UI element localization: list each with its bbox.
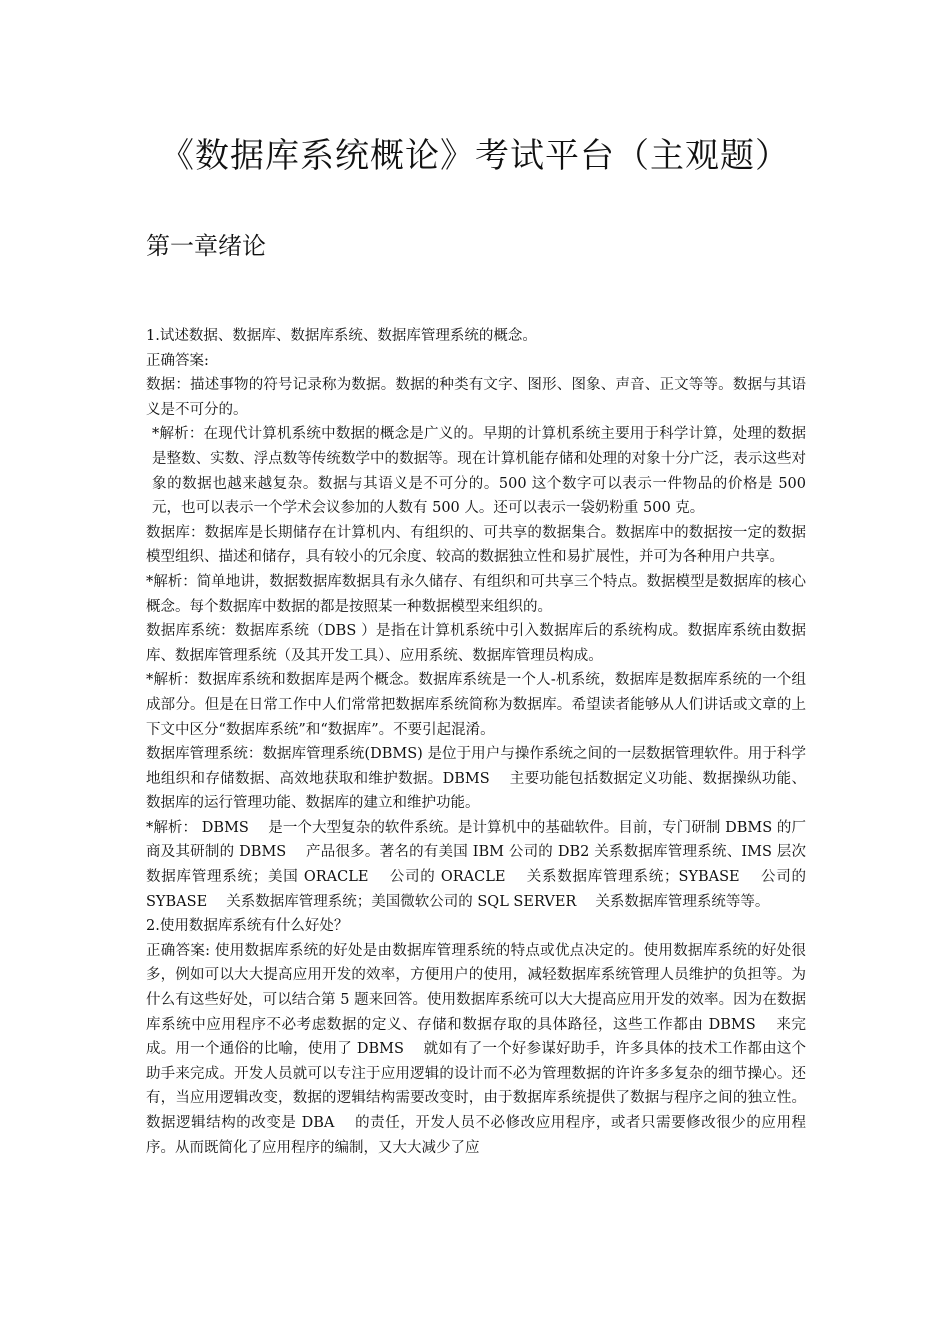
chapter-heading: 第一章绪论 — [146, 232, 266, 260]
paragraph-database-definition: 数据库：数据库是长期储存在计算机内、有组织的、可共享的数据集合。数据库中的数据按一定的数据模型组织、描述和储存，具有较小的冗余度、较高的数据独立性和易扩展性，并可为各种用户共享。 — [146, 524, 806, 566]
paragraph-data-definition: 数据：描述事物的符号记录称为数据。数据的种类有文字、图形、图象、声音、正文等等。数据与其语义是不可分的。 — [146, 377, 806, 418]
paragraph-dbms-definition: 数据库管理系统：数据库管理系统(DBMS) 是位于用户与操作系统之间的一层数据管理软件。用于科学地组织和存储数据、高效地获取和维护数据。DBMS 主要功能包括数据定义功能、数据操纵功能、数据库的运行管理功能、数据库的建立和维护功能。 — [146, 746, 806, 812]
paragraph-database-analysis: *解析：简单地讲，数据数据库数据具有永久储存、有组织和可共享三个特点。数据模型是数据库的核心概念。每个数据库中数据的都是按照某一种数据模型来组织的。 — [146, 573, 806, 615]
paragraph-dbs-definition: 数据库系统：数据库系统（DBS ）是指在计算机系统中引入数据库后的系统构成。数据库系统由数据库、数据库管理系统（及其开发工具）、应用系统、数据库管理员构成。 — [146, 623, 806, 664]
paragraph-data-analysis: *解析：在现代计算机系统中数据的概念是广义的。早期的计算机系统主要用于科学计算，处理的数据是整数、实数、浮点数等传统数学中的数据等。现在计算机能存储和处理的对象十分广泛，表示这些对象的数据也越来越复杂。数据与其语义是不可分的。500 这个数字可以表示一件物品的价格是 500 元，也可以表示一个学术会议参加的人数有 500 人。还可以表示一袋奶粉重 500 克。 — [152, 426, 806, 517]
question-1: 1.试述数据、数据库、数据库系统、数据库管理系统的概念。 — [146, 328, 537, 344]
question-2: 2.使用数据库系统有什么好处？ — [146, 918, 349, 935]
answer-label: 正确答案: — [146, 352, 209, 369]
paragraph-question-2-answer: 正确答案: 使用数据库系统的好处是由数据库管理系统的特点或优点决定的。使用数据库系统的好处很多，例如可以大大提高应用开发的效率，方便用户的使用，减轻数据库系统管理人员维护的负担等。为什么有这些好处，可以结合第 5 题来回答。使用数据库系统可以大大提高应用开发的效率。因为在数据库系统中应用程序不必考虑数据的定义、存储和数据存取的具体路径，这些工作都由 DBMS 来完成。用一个通俗的比喻，使用了 DBMS 就如有了一个好参谋好助手，许多具体的技术工作都由这个助手来完成。开发人员就可以专注于应用逻辑的设计而不必为管理数据的许许多多复杂的细节操心。还有，当应用逻辑改变，数据的逻辑结构需要改变时，由于数据库系统提供了数据与程序之间的独立性。数据逻辑结构的改变是 DBA 的责任，开发人员不必修改应用程序，或者只需要修改很少的应用程序。从而既简化了应用程序的编制，又大大减少了应 — [146, 942, 806, 1156]
paragraph-dbms-analysis: *解析： DBMS 是一个大型复杂的软件系统。是计算机中的基础软件。目前，专门研制 DBMS 的厂商及其研制的 DBMS 产品很多。著名的有美国 IBM 公司的 DB2 关系数据库管理系统、IMS 层次数据库管理系统；美国 ORACLE 公司的 ORACLE 关系数据库管理系统；SYBASE 公司的 SYBASE 关系数据库管理系统；美国微软公司的 SQL SERVER 关系数据库管理系统等等。 — [146, 819, 806, 910]
document-body — [146, 324, 806, 1160]
document-title: 《数据库系统概论》考试平台（主观题） — [160, 136, 790, 176]
paragraph-dbs-analysis: *解析：数据库系统和数据库是两个概念。数据库系统是一个人-机系统，数据库是数据库系统的一个组成部分。但是在日常工作中人们常常把数据库系统简称为数据库。希望读者能够从人们讲话或文章的上下文中区分“数据库系统”和“数据库”。不要引起混淆。 — [146, 672, 806, 738]
